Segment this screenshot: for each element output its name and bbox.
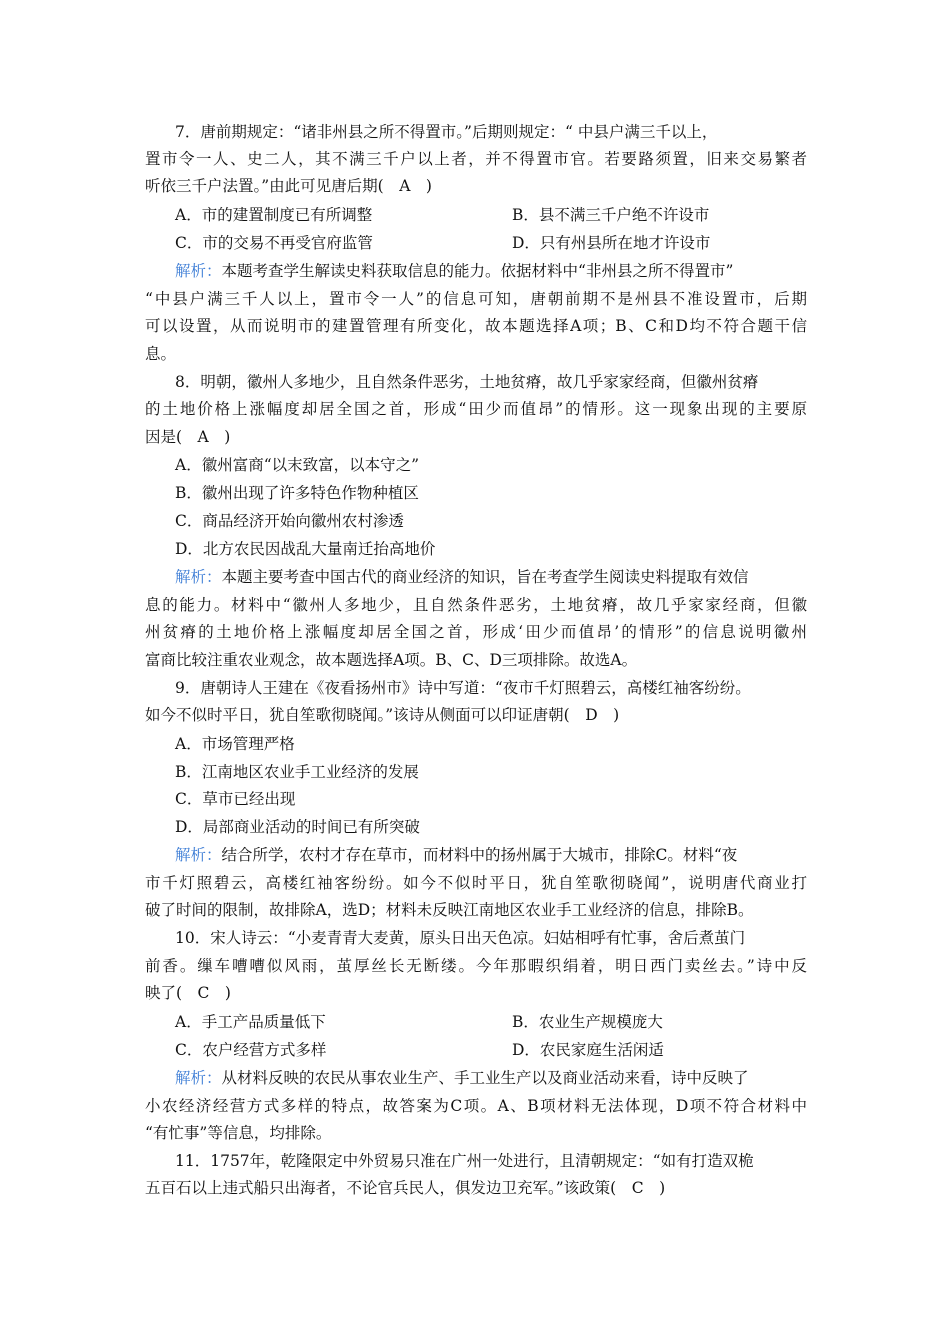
q10-analysis-label: 解析： bbox=[175, 1069, 222, 1087]
q10-analysis-line-3: “有忙事”等信息，均排除。 bbox=[145, 1124, 332, 1142]
q9-analysis-label: 解析： bbox=[175, 846, 222, 864]
q10-stem-line-2: 前香。缫车嘈嘈似风雨，茧厚丝长无断缕。今年那暇织绢着，明日西门卖丝去。”诗中反 bbox=[145, 957, 807, 975]
q7-stem-line-1: 7．唐前期规定：“诸非州县之所不得置市。”后期则规定：“ 中县户满三千以上， bbox=[175, 123, 718, 141]
q8-analysis-line-1 bbox=[175, 567, 749, 587]
q10-option-c: C．农户经营方式多样 bbox=[175, 1041, 327, 1059]
q9-option-c: C．草市已经出现 bbox=[175, 790, 296, 808]
q8-option-b: B．徽州出现了许多特色作物种植区 bbox=[175, 484, 419, 502]
q8-option-c: C．商品经济开始向徽州农村渗透 bbox=[175, 512, 404, 530]
q8-analysis-line-3: 州贫瘠的土地价格上涨幅度却居全国之首，形成‘田少而值昂’的情形”的信息说明徽州 bbox=[145, 623, 807, 641]
q8-analysis-label: 解析： bbox=[175, 568, 222, 586]
q8-stem-line-3: 因是( A ) bbox=[145, 428, 231, 446]
q7-analysis-line-1 bbox=[175, 261, 733, 281]
q7-stem-line-2: 置市令一人、史二人，其不满三千户以上者，并不得置市官。若要路须置，旧来交易繁者 bbox=[145, 150, 807, 168]
q7-option-c: C．市的交易不再受官府监管 bbox=[175, 234, 373, 252]
q9-analysis-line-2: 市千灯照碧云，高楼红袖客纷纷。如今不似时平日，犹自笙歌彻晓闻”，说明唐代商业打 bbox=[145, 874, 807, 892]
q9-analysis-line-3: 破了时间的限制，故排除A，选D；材料未反映江南地区农业手工业经济的信息，排除B。 bbox=[145, 901, 754, 919]
q10-analysis-text: 从材料反映的农民从事农业生产、手工业生产以及商业活动来看，诗中反映了 bbox=[221, 1069, 749, 1087]
q10-analysis-line-1 bbox=[175, 1068, 749, 1088]
q10-stem-line-3: 映了( C ) bbox=[145, 984, 231, 1002]
q8-analysis-line-2: 息的能力。材料中“徽州人多地少，且自然条件恶劣，土地贫瘠，故几乎家家经商，但徽 bbox=[145, 596, 807, 614]
q9-stem-line-1: 9．唐朝诗人王建在《夜看扬州市》诗中写道：“夜市千灯照碧云，高楼红袖客纷纷。 bbox=[175, 679, 751, 697]
q9-option-b: B．江南地区农业手工业经济的发展 bbox=[175, 763, 419, 781]
q7-analysis-line-4: 息。 bbox=[145, 345, 177, 363]
q10-analysis-line-2: 小农经济经营方式多样的特点，故答案为C项。A、B项材料无法体现，D项不符合材料中 bbox=[145, 1097, 807, 1115]
q9-option-a: A．市场管理严格 bbox=[175, 735, 295, 753]
q8-option-a: A．徽州富商“以末致富，以本守之” bbox=[175, 456, 420, 474]
q7-option-b: B．县不满三千户绝不许设市 bbox=[512, 206, 710, 224]
q9-analysis-text: 结合所学，农村才存在草市，而材料中的扬州属于大城市，排除C。材料“夜 bbox=[221, 846, 738, 864]
q10-stem-line-1: 10．宋人诗云：“小麦青青大麦黄，原头日出天色凉。妇姑相呼有忙事，舍后煮茧门 bbox=[175, 929, 746, 947]
q7-analysis-line-2: “中县户满三千人以上，置市令一人”的信息可知，唐朝前期不是州县不准设置市，后期 bbox=[145, 290, 807, 308]
q8-stem-line-2: 的土地价格上涨幅度却居全国之首，形成“田少而值昂”的情形。这一现象出现的主要原 bbox=[145, 400, 807, 418]
q8-stem-line-1: 8．明朝，徽州人多地少，且自然条件恶劣，土地贫瘠，故几乎家家经商，但徽州贫瘠 bbox=[175, 373, 759, 391]
q10-option-d: D．农民家庭生活闲适 bbox=[512, 1041, 664, 1059]
q7-stem-line-3: 听依三千户法置。”由此可见唐后期( A ) bbox=[145, 177, 432, 195]
q9-stem-line-2: 如今不似时平日，犹自笙歌彻晓闻。”该诗从侧面可以印证唐朝( D ) bbox=[145, 706, 620, 724]
q8-option-d: D．北方农民因战乱大量南迁抬高地价 bbox=[175, 540, 436, 558]
q11-stem-line-2: 五百石以上违式船只出海者，不论官兵民人，俱发边卫充军。”该政策( C ) bbox=[145, 1179, 666, 1197]
q7-analysis-line-3: 可以设置，从而说明市的建置管理有所变化，故本题选择A项；B、C和D均不符合题干信 bbox=[145, 317, 807, 335]
q8-analysis-text: 本题主要考查中国古代的商业经济的知识，旨在考查学生阅读史料提取有效信 bbox=[221, 568, 749, 586]
q9-option-d: D．局部商业活动的时间已有所突破 bbox=[175, 818, 420, 836]
q7-option-a: A．市的建置制度已有所调整 bbox=[175, 206, 373, 224]
q10-option-a: A．手工产品质量低下 bbox=[175, 1013, 326, 1031]
q7-analysis-label: 解析： bbox=[175, 262, 222, 280]
q11-stem-line-1: 11．1757年，乾隆限定中外贸易只准在广州一处进行，且清朝规定：“如有打造双桅 bbox=[175, 1152, 754, 1170]
q8-analysis-line-4: 富商比较注重农业观念，故本题选择A项。B、C、D三项排除。故选A。 bbox=[145, 651, 638, 669]
q7-analysis-text: 本题考查学生解读史料获取信息的能力。依据材料中“非州县之所不得置市” bbox=[221, 262, 734, 280]
q10-option-b: B．农业生产规模庞大 bbox=[512, 1013, 663, 1031]
q7-option-d: D．只有州县所在地才许设市 bbox=[512, 234, 711, 252]
q9-analysis-line-1 bbox=[175, 845, 737, 865]
